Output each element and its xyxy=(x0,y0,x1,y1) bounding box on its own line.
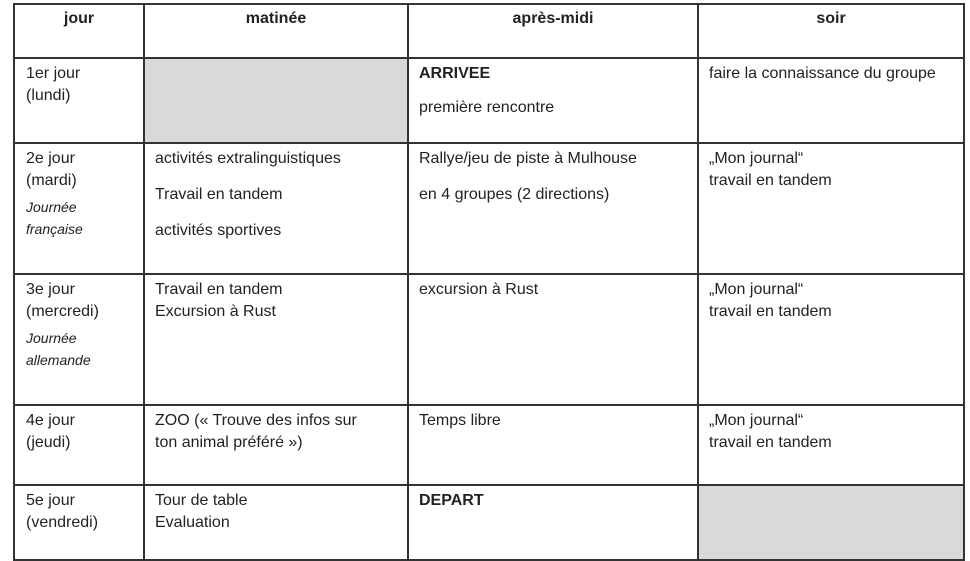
cell-line: Travail en tandem xyxy=(155,186,283,203)
cell-line: activités sportives xyxy=(155,222,282,239)
cell-line: travail en tandem xyxy=(709,434,832,451)
table-row xyxy=(14,58,964,143)
cell-line-bold: DEPART xyxy=(419,492,484,509)
soir-cell xyxy=(698,274,964,405)
apres-midi-cell xyxy=(408,58,698,143)
day-cell xyxy=(14,274,144,405)
cell-line: travail en tandem xyxy=(709,172,832,189)
cell-line: Excursion à Rust xyxy=(155,303,276,320)
matinee-cell xyxy=(144,143,408,274)
cell-line: excursion à Rust xyxy=(419,281,539,298)
soir-cell xyxy=(698,405,964,485)
apres-midi-cell xyxy=(408,405,698,485)
cell-line: en 4 groupes (2 directions) xyxy=(419,186,610,203)
apres-midi-cell xyxy=(408,143,698,274)
day-label: 5e jour xyxy=(26,492,75,509)
cell-line: Rallye/jeu de piste à Mulhouse xyxy=(419,150,637,167)
matinee-cell xyxy=(144,274,408,405)
day-cell xyxy=(14,405,144,485)
weekday-label: (lundi) xyxy=(26,87,71,104)
cell-line: „Mon journal“ xyxy=(709,281,804,298)
day-note-line: française xyxy=(26,221,83,237)
weekday-label: (vendredi) xyxy=(26,514,99,531)
schedule-table xyxy=(13,3,965,561)
header-matinee: matinée xyxy=(144,4,408,58)
header-jour: jour xyxy=(14,4,144,58)
weekday-label: (jeudi) xyxy=(26,434,71,451)
soir-cell xyxy=(698,143,964,274)
table-row xyxy=(14,485,964,560)
day-note-line: Journée xyxy=(26,199,77,215)
cell-line: ton animal préféré ») xyxy=(155,434,303,451)
apres-midi-cell xyxy=(408,274,698,405)
day-note xyxy=(26,196,133,240)
day-label: 4e jour xyxy=(26,412,75,429)
soir-cell xyxy=(698,58,964,143)
cell-line: Travail en tandem xyxy=(155,281,283,298)
table-row xyxy=(14,274,964,405)
table-row xyxy=(14,143,964,274)
day-note-line: allemande xyxy=(26,352,91,368)
day-label: 1er jour xyxy=(26,65,81,82)
cell-line: Evaluation xyxy=(155,514,230,531)
day-note-line: Journée xyxy=(26,330,77,346)
cell-line: „Mon journal“ xyxy=(709,150,804,167)
day-cell xyxy=(14,485,144,560)
cell-line: activités extralinguistiques xyxy=(155,150,341,167)
day-label: 3e jour xyxy=(26,281,75,298)
table-row xyxy=(14,405,964,485)
header-apres-midi: après-midi xyxy=(408,4,698,58)
day-cell xyxy=(14,143,144,274)
cell-line: „Mon journal“ xyxy=(709,412,804,429)
cell-line: faire la connaissance du groupe xyxy=(709,65,936,82)
apres-midi-cell xyxy=(408,485,698,560)
day-note xyxy=(26,327,133,371)
matinee-cell xyxy=(144,405,408,485)
day-label: 2e jour xyxy=(26,150,75,167)
cell-line: première rencontre xyxy=(419,99,555,116)
matinee-cell-empty xyxy=(144,58,408,143)
cell-line-bold: ARRIVEE xyxy=(419,65,491,82)
matinee-cell xyxy=(144,485,408,560)
weekday-label: (mercredi) xyxy=(26,303,99,320)
header-soir: soir xyxy=(698,4,964,58)
cell-line: Tour de table xyxy=(155,492,248,509)
cell-line: ZOO (« Trouve des infos sur xyxy=(155,412,357,429)
cell-line: Temps libre xyxy=(419,412,501,429)
day-cell xyxy=(14,58,144,143)
header-row xyxy=(14,4,964,58)
cell-line: travail en tandem xyxy=(709,303,832,320)
weekday-label: (mardi) xyxy=(26,172,77,189)
soir-cell-empty xyxy=(698,485,964,560)
